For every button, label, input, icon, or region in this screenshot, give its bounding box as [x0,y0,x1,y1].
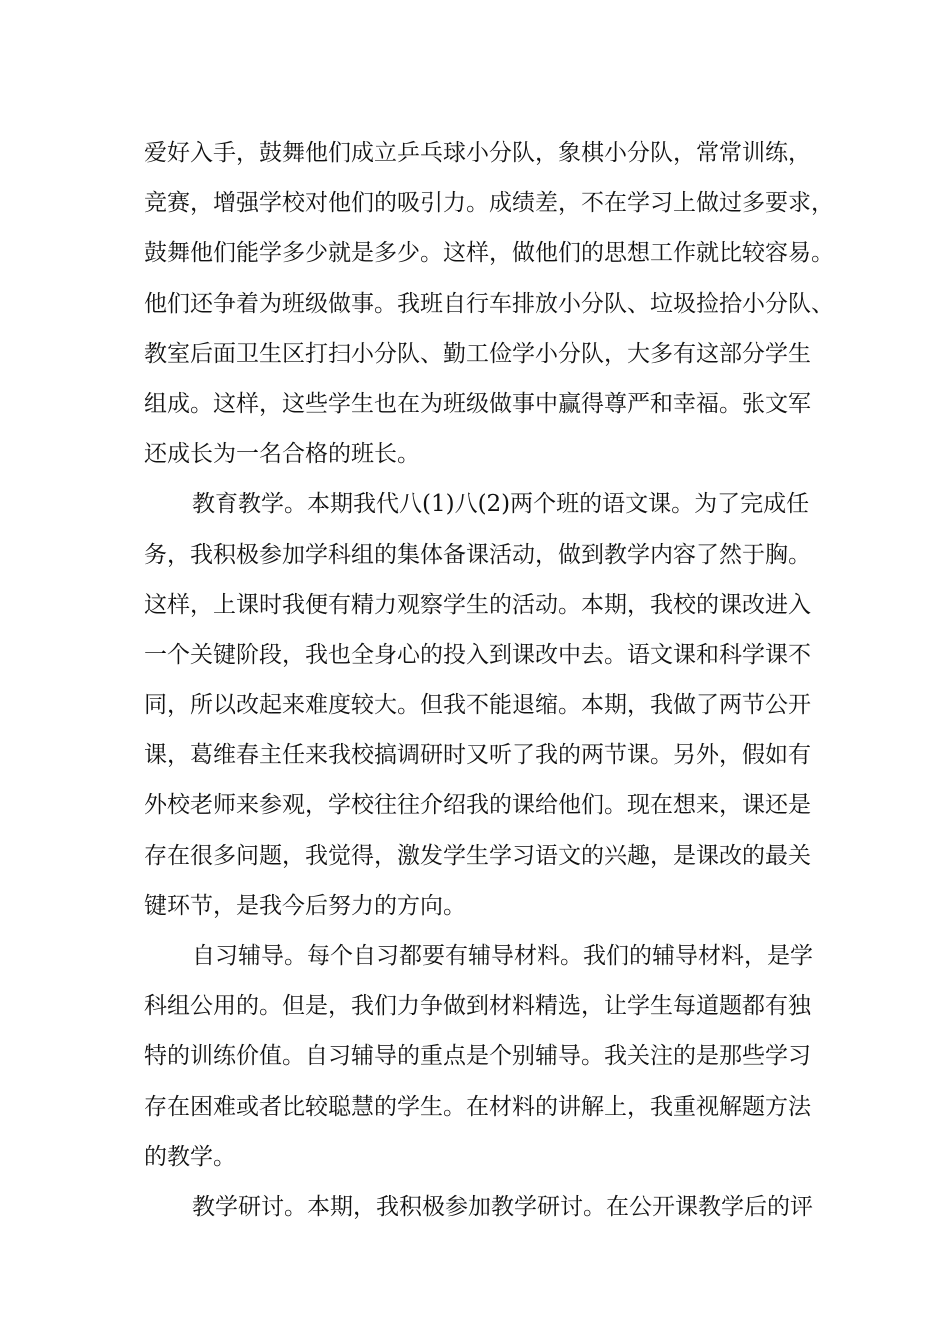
text-line: 教室后面卫生区打扫小分队、勤工俭学小分队，大多有这部分学生 [144,340,811,367]
text-line: 一个关键阶段，我也全身心的投入到课改中去。语文课和科学课不 [144,641,811,668]
text-line: 科组公用的。但是，我们力争做到材料精选，让学生每道题都有独 [144,993,811,1020]
document-body [144,128,834,1232]
text-line: 外校老师来参观，学校往往介绍我的课给他们。现在想来，课还是 [144,792,811,819]
text-line: 爱好入手，鼓舞他们成立乒乓球小分队，象棋小分队，常常训练， [144,140,811,166]
text-line: 鼓舞他们能学多少就是多少。这样，做他们的思想工作就比较容易。 [144,240,834,267]
text-line: 存在困难或者比较聪慧的学生。在材料的讲解上，我重视解题方法 [144,1093,811,1120]
text-line: 竞赛，增强学校对他们的吸引力。成绩差，不在学习上做过多要求， [144,190,834,217]
text-line: 课，葛维春主任来我校搞调研时又听了我的两节课。另外，假如有 [144,742,811,769]
text-line: 同，所以改起来难度较大。但我不能退缩。本期，我做了两节公开 [144,692,811,719]
text-line: 存在很多问题，我觉得，激发学生学习语文的兴趣，是课改的最关 [144,842,811,869]
text-line: 组成。这样，这些学生也在为班级做事中赢得尊严和幸福。张文军 [144,390,811,417]
text-line: 务，我积极参加学科组的集体备课活动，做到教学内容了然于胸。 [144,541,811,568]
text-line: 他们还争着为班级做事。我班自行车排放小分队、垃圾捡拾小分队、 [144,290,834,317]
paragraph-start-line: 教学研讨。本期，我积极参加教学研讨。在公开课教学后的评 [192,1193,813,1220]
paragraph-start-line: 教育教学。本期我代八(1)八(2)两个班的语文课。为了完成任 [192,491,810,518]
text-line: 的教学。 [144,1143,236,1170]
paragraph-start-line: 自习辅导。每个自习都要有辅导材料。我们的辅导材料，是学 [192,943,813,969]
text-line: 键环节，是我今后努力的方向。 [144,892,466,919]
text-line: 还成长为一名合格的班长。 [144,441,420,468]
text-line: 这样，上课时我便有精力观察学生的活动。本期，我校的课改进入 [144,591,811,618]
text-line: 特的训练价值。自习辅导的重点是个别辅导。我关注的是那些学习 [144,1043,811,1070]
